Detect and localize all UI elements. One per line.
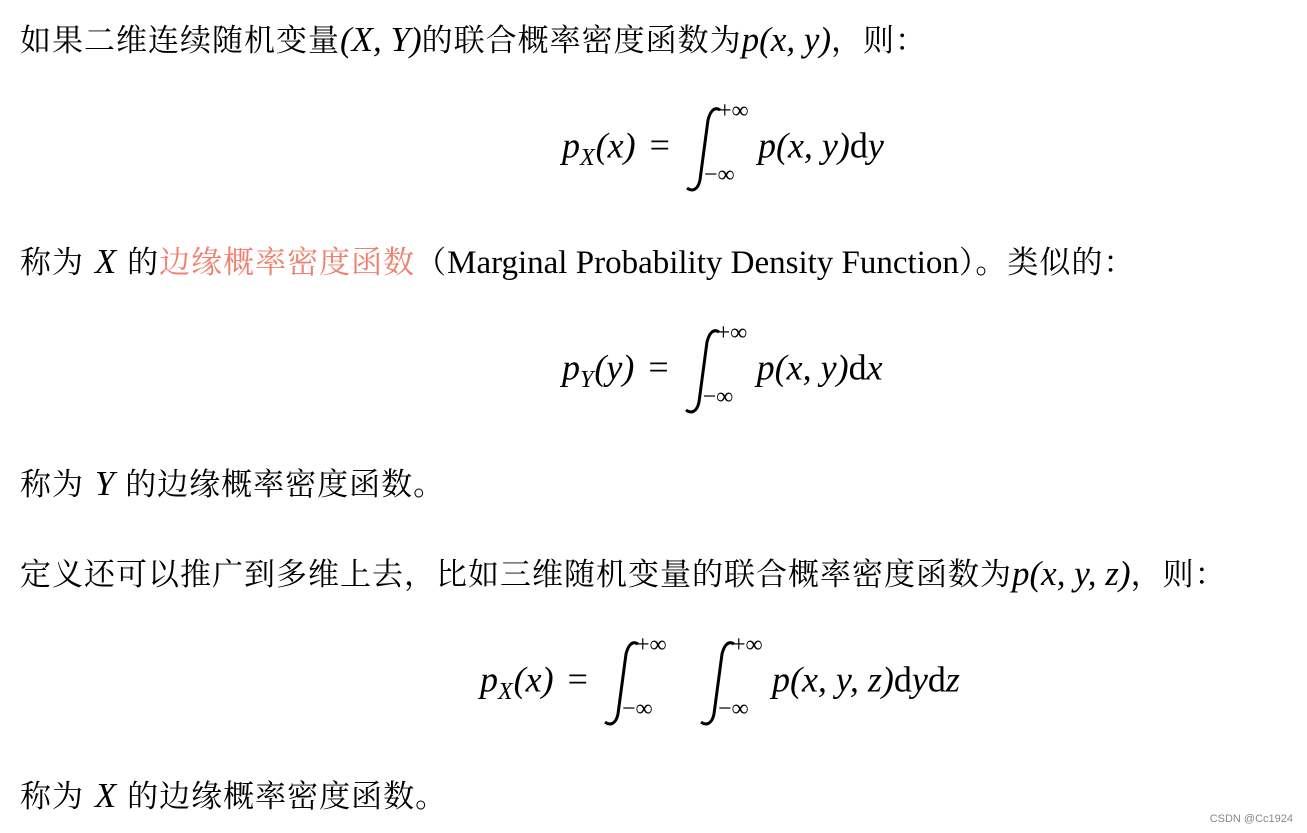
formula-differential: d (849, 125, 868, 166)
math-random-variable-pair: (X, Y) (340, 20, 422, 59)
integral-sign (684, 98, 749, 194)
math-x: X (94, 242, 117, 281)
formula-subscript: Y (580, 367, 594, 394)
formula-subscript: X (498, 679, 513, 706)
formula-marginal-y (562, 320, 883, 416)
formula-integrand: p(x, y) (756, 347, 849, 388)
def-y-text-2: 的边缘概率密度函数。 (125, 467, 446, 503)
math-joint-pdf: p(x, y) (741, 20, 832, 59)
def-text-2: 的 (127, 245, 160, 281)
integral-lower-limit: −∞ (702, 384, 734, 410)
paragraph-definition-y (20, 464, 445, 505)
formula-differential-var: y (911, 659, 928, 700)
formula-marginal-x-3d (480, 632, 960, 728)
math-x: X (94, 776, 117, 815)
formula-equals: = (648, 347, 669, 388)
formula-subscript: X (580, 145, 595, 172)
integral-sign-1 (602, 632, 667, 728)
english-term: Marginal Probability Density Function (447, 245, 959, 281)
paragraph-definition-x (20, 242, 1135, 283)
formula-integrand: p(x, y, z) (771, 659, 894, 700)
def-x3-text-1: 称为 (20, 779, 84, 815)
paragraph-intro (20, 20, 927, 61)
formula-equals: = (567, 659, 588, 700)
def-text-1: 称为 (20, 245, 84, 281)
formula-differential-var: z (945, 659, 960, 700)
formula-marginal-x (562, 98, 884, 194)
integral-sign (683, 320, 748, 416)
formula-equals: = (649, 125, 670, 166)
intro-text-3: ，则： (831, 23, 928, 59)
formula-differential: d (927, 659, 946, 700)
formula-differential-var: x (866, 347, 883, 388)
integral-lower-limit: −∞ (621, 696, 653, 722)
gen-text-2: ，则： (1130, 557, 1227, 593)
paragraph-generalization (20, 554, 1227, 595)
formula-differential-var: y (867, 125, 884, 166)
integral-upper-limit: +∞ (717, 98, 749, 124)
math-joint-pdf-3d: p(x, y, z) (1012, 554, 1131, 593)
watermark: CSDN @Cc1924 (1209, 813, 1293, 825)
formula-differential: d (848, 347, 867, 388)
integral-upper-limit: +∞ (731, 632, 763, 658)
formula-func: p (562, 347, 580, 388)
formula-arg: (y) (594, 347, 635, 388)
integral-sign-2 (698, 632, 763, 728)
gen-text-1: 定义还可以推广到多维上去，比如三维随机变量的联合概率密度函数为 (20, 557, 1012, 593)
formula-func: p (562, 125, 580, 166)
intro-text-2: 的联合概率密度函数为 (421, 23, 742, 59)
intro-text-1: 如果二维连续随机变量 (20, 23, 340, 59)
integral-lower-limit: −∞ (717, 696, 749, 722)
integral-upper-limit: +∞ (716, 320, 748, 346)
def-text-4: ）。类似的： (958, 245, 1136, 281)
formula-arg: (x) (513, 659, 554, 700)
def-x3-text-2: 的边缘概率密度函数。 (127, 779, 448, 815)
formula-func: p (480, 659, 498, 700)
marginal-pdf-link[interactable]: 边缘概率密度函数 (159, 245, 416, 281)
integral-upper-limit: +∞ (635, 632, 667, 658)
integral-lower-limit: −∞ (703, 162, 735, 188)
formula-arg: (x) (595, 125, 636, 166)
math-y: Y (94, 464, 115, 503)
def-y-text-1: 称为 (20, 467, 84, 503)
def-paren-open: （ (415, 245, 448, 281)
formula-integrand: p(x, y) (757, 125, 850, 166)
formula-differential: d (893, 659, 912, 700)
paragraph-definition-x-3d (20, 776, 447, 817)
